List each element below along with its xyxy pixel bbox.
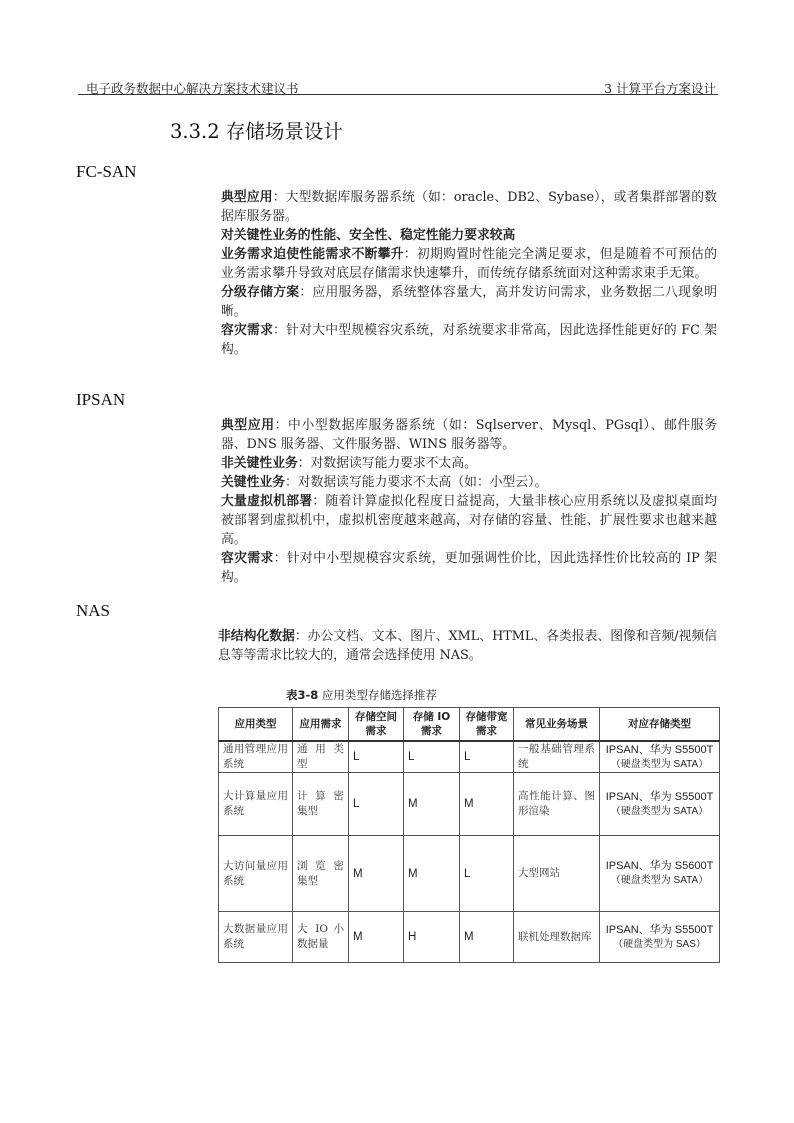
ipsan-critical-business: 关键性业务：对数据读写能力要求不太高（如：小型云）。	[221, 475, 548, 490]
table-caption: 表3-8 应用类型存储选择推荐	[286, 688, 437, 702]
nas-unstructured-data: 非结构化数据：办公文档、文本、图片、XML、HTML、各类报表、图像和音频/视频信息等等需求比较大的，通常会选择使用 NAS。	[218, 629, 718, 663]
ipsan-section	[221, 416, 717, 587]
header-rule	[78, 94, 718, 95]
fcsan-performance-demand: 业务需求迫使性能需求不断攀升：初期购置时性能完全满足要求，但是随着不可预估的业务需求攀升导致对底层存储需求快速攀升，而传统存储系统面对这种需求束手无策。	[221, 247, 718, 281]
fcsan-section	[221, 188, 717, 359]
header-doc-title: 电子政务数据中心解决方案技术建议书	[86, 81, 299, 96]
table-row	[219, 912, 720, 963]
fcsan-heading: FC-SAN	[76, 162, 137, 181]
cell-bandwidth-need: M	[460, 912, 514, 963]
ipsan-typical-app: 典型应用：中小型数据库服务器系统（如：Sqlserver、Mysql、PGsql）、邮件服务器、DNS 服务器、文件服务器、WINS 服务器等。	[221, 418, 717, 452]
table-row	[219, 836, 720, 912]
cell-storage-type: IPSAN、华为 S5500T （硬盘类型为 SAS）	[600, 912, 720, 963]
cell-bandwidth-need: L	[460, 836, 514, 912]
cell-common-scene: 大型网站	[514, 836, 600, 912]
cell-io-need: H	[404, 912, 460, 963]
cell-common-scene: 一般基础管理系统	[514, 741, 600, 773]
cell-space-need: L	[349, 773, 404, 836]
cell-storage-type: IPSAN、华为 S5500T （硬盘类型为 SATA）	[600, 741, 720, 773]
cell-space-need: L	[349, 741, 404, 773]
col-header-storage-type: 对应存储类型	[600, 708, 720, 742]
ipsan-heading: IPSAN	[76, 390, 126, 409]
cell-app-need: 大 IO 小 数据量	[293, 912, 349, 963]
cell-app-type: 大访问量应用系统	[219, 836, 293, 912]
col-header-app-need: 应用需求	[293, 708, 349, 742]
nas-section	[218, 627, 717, 665]
cell-app-need: 通 用 类 型	[293, 741, 349, 773]
cell-io-need: L	[404, 741, 460, 773]
table-row	[219, 741, 720, 773]
cell-app-type: 大数据量应用系统	[219, 912, 293, 963]
col-header-space-need: 存储空间需求	[349, 708, 404, 742]
cell-common-scene: 高性能计算、图形渲染	[514, 773, 600, 836]
cell-storage-type: IPSAN、华为 S5500T （硬盘类型为 SATA）	[600, 773, 720, 836]
nas-heading: NAS	[76, 601, 111, 620]
header-chapter-title: 3 计算平台方案设计	[604, 81, 716, 96]
table-row	[219, 773, 720, 836]
cell-app-type: 通用管理应用系统	[219, 741, 293, 773]
ipsan-dr-demand: 容灾需求：针对中小型规模容灾系统，更加强调性价比，因此选择性价比较高的 IP 架构。	[221, 551, 717, 585]
section-title: 3.3.2 存储场景设计	[170, 120, 343, 143]
fcsan-critical-business: 对关键性业务的性能、安全性、稳定性能力要求较高	[221, 228, 516, 243]
col-header-common-scene: 常见业务场景	[514, 708, 600, 742]
cell-bandwidth-need: L	[460, 741, 514, 773]
fcsan-dr-demand: 容灾需求：针对大中型规模容灾系统，对系统要求非常高，因此选择性能更好的 FC 架构。	[221, 323, 717, 357]
cell-space-need: M	[349, 912, 404, 963]
col-header-app-type: 应用类型	[219, 708, 293, 742]
fcsan-tiered-storage: 分级存储方案：应用服务器，系统整体容量大，高并发访问需求，业务数据二八现象明晰。	[221, 285, 718, 319]
col-header-io-need: 存储 IO 需求	[404, 708, 460, 742]
cell-app-type: 大计算量应用系统	[219, 773, 293, 836]
cell-storage-type: IPSAN、华为 S5600T （硬盘类型为 SATA）	[600, 836, 720, 912]
fcsan-typical-app: 典型应用：大型数据库服务器系统（如：oracle、DB2、Sybase），或者集群部署的数据库服务器。	[221, 190, 717, 224]
ipsan-noncritical-business: 非关键性业务：对数据读写能力要求不太高。	[221, 456, 477, 471]
cell-bandwidth-need: M	[460, 773, 514, 836]
cell-common-scene: 联机处理数据库	[514, 912, 600, 963]
cell-io-need: M	[404, 773, 460, 836]
storage-recommendation-table	[218, 707, 720, 963]
table-header-row	[219, 708, 720, 742]
ipsan-vm-deployment: 大量虚拟机部署：随着计算虚拟化程度日益提高，大量非核心应用系统以及虚拟桌面均被部署到虚拟机中，虚拟机密度越来越高，对存储的容量、性能、扩展性要求也越来越高。	[221, 494, 718, 547]
cell-io-need: M	[404, 836, 460, 912]
col-header-bandwidth-need: 存储带宽需求	[460, 708, 514, 742]
cell-app-need: 计 算 密 集型	[293, 773, 349, 836]
cell-space-need: M	[349, 836, 404, 912]
cell-app-need: 浏 览 密 集型	[293, 836, 349, 912]
